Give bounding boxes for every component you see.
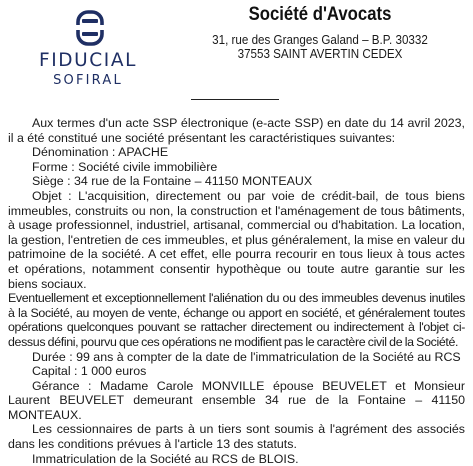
firm-address-line-2: 37553 SAINT AVERTIN CEDEX <box>237 47 403 61</box>
firm-name: Société d'Avocats <box>248 4 392 25</box>
notice-capital: Capital : 1 000 euros <box>32 364 147 379</box>
notice-forme: Forme : Société civile immobilière <box>32 159 218 174</box>
fiducial-logo-icon <box>75 10 105 46</box>
notice-body <box>8 116 465 466</box>
notice-denomination: Dénomination : APACHE <box>32 145 169 160</box>
logo-subname: SOFIRAL <box>53 73 123 88</box>
notice-intro: Aux termes d'un acte SSP électronique (e-acte SSP) en date du 14 avril 2023, il a été constitué une société présentant les caractéristiques suivantes: <box>8 116 465 145</box>
notice-immatriculation: Immatriculation de la Société au RCS de BLOIS. <box>32 451 299 466</box>
notice-gerance: Gérance : Madame Carole MONVILLE épouse BEUVELET et Monsieur Laurent BEUVELET demeurant ensemble 34 rue de la Fontaine – 41150 MONTEAUX. <box>8 378 465 422</box>
notice-objet: Objet : L'acquisition, directement ou par voie de crédit-bail, de tous biens immeubles, construits ou non, la construction et l'aménagement de tous bâtiments, à usage professionnel, industriel, artisanal, commercial ou d'habitation. La location, la gestion, l'entretien de ces immeubles, et plus généralement, la mise en valeur du patrimoine de la société. A cet effet, elle pourra recourir en tous lieux à tous actes et opérations, notamment consentir hypothèque ou toute autre garantie sur les biens sociaux. <box>8 188 465 291</box>
header-divider <box>191 99 279 100</box>
logo-name: FIDUCIAL <box>38 50 138 71</box>
notice-cessions: Les cessionnaires de parts à un tiers sont soumis à l'agrément des associés dans les conditions prévues à l'article 13 des statuts. <box>8 422 465 452</box>
firm-address-line-1: 31, rue des Granges Galand – B.P. 30332 <box>212 33 428 47</box>
notice-eventuellement: Eventuellement et exceptionnellement l'aliénation du ou des immeubles devenus inutiles à la Société, au moyen de vente, échange ou apport en société, et généralement toutes opérations quelconques pouvant se rattacher directement ou indirectement à l'objet ci-dessus défini, pourvu que ces opérations ne modifient pas le caractère civil de la Société. <box>8 291 465 349</box>
notice-duree: Durée : 99 ans à compter de la date de l'immatriculation de la Société au RCS <box>32 349 461 364</box>
notice-siege: Siège : 34 rue de la Fontaine – 41150 MONTEAUX <box>32 174 313 189</box>
fiducial-sofiral-logo <box>28 8 148 88</box>
